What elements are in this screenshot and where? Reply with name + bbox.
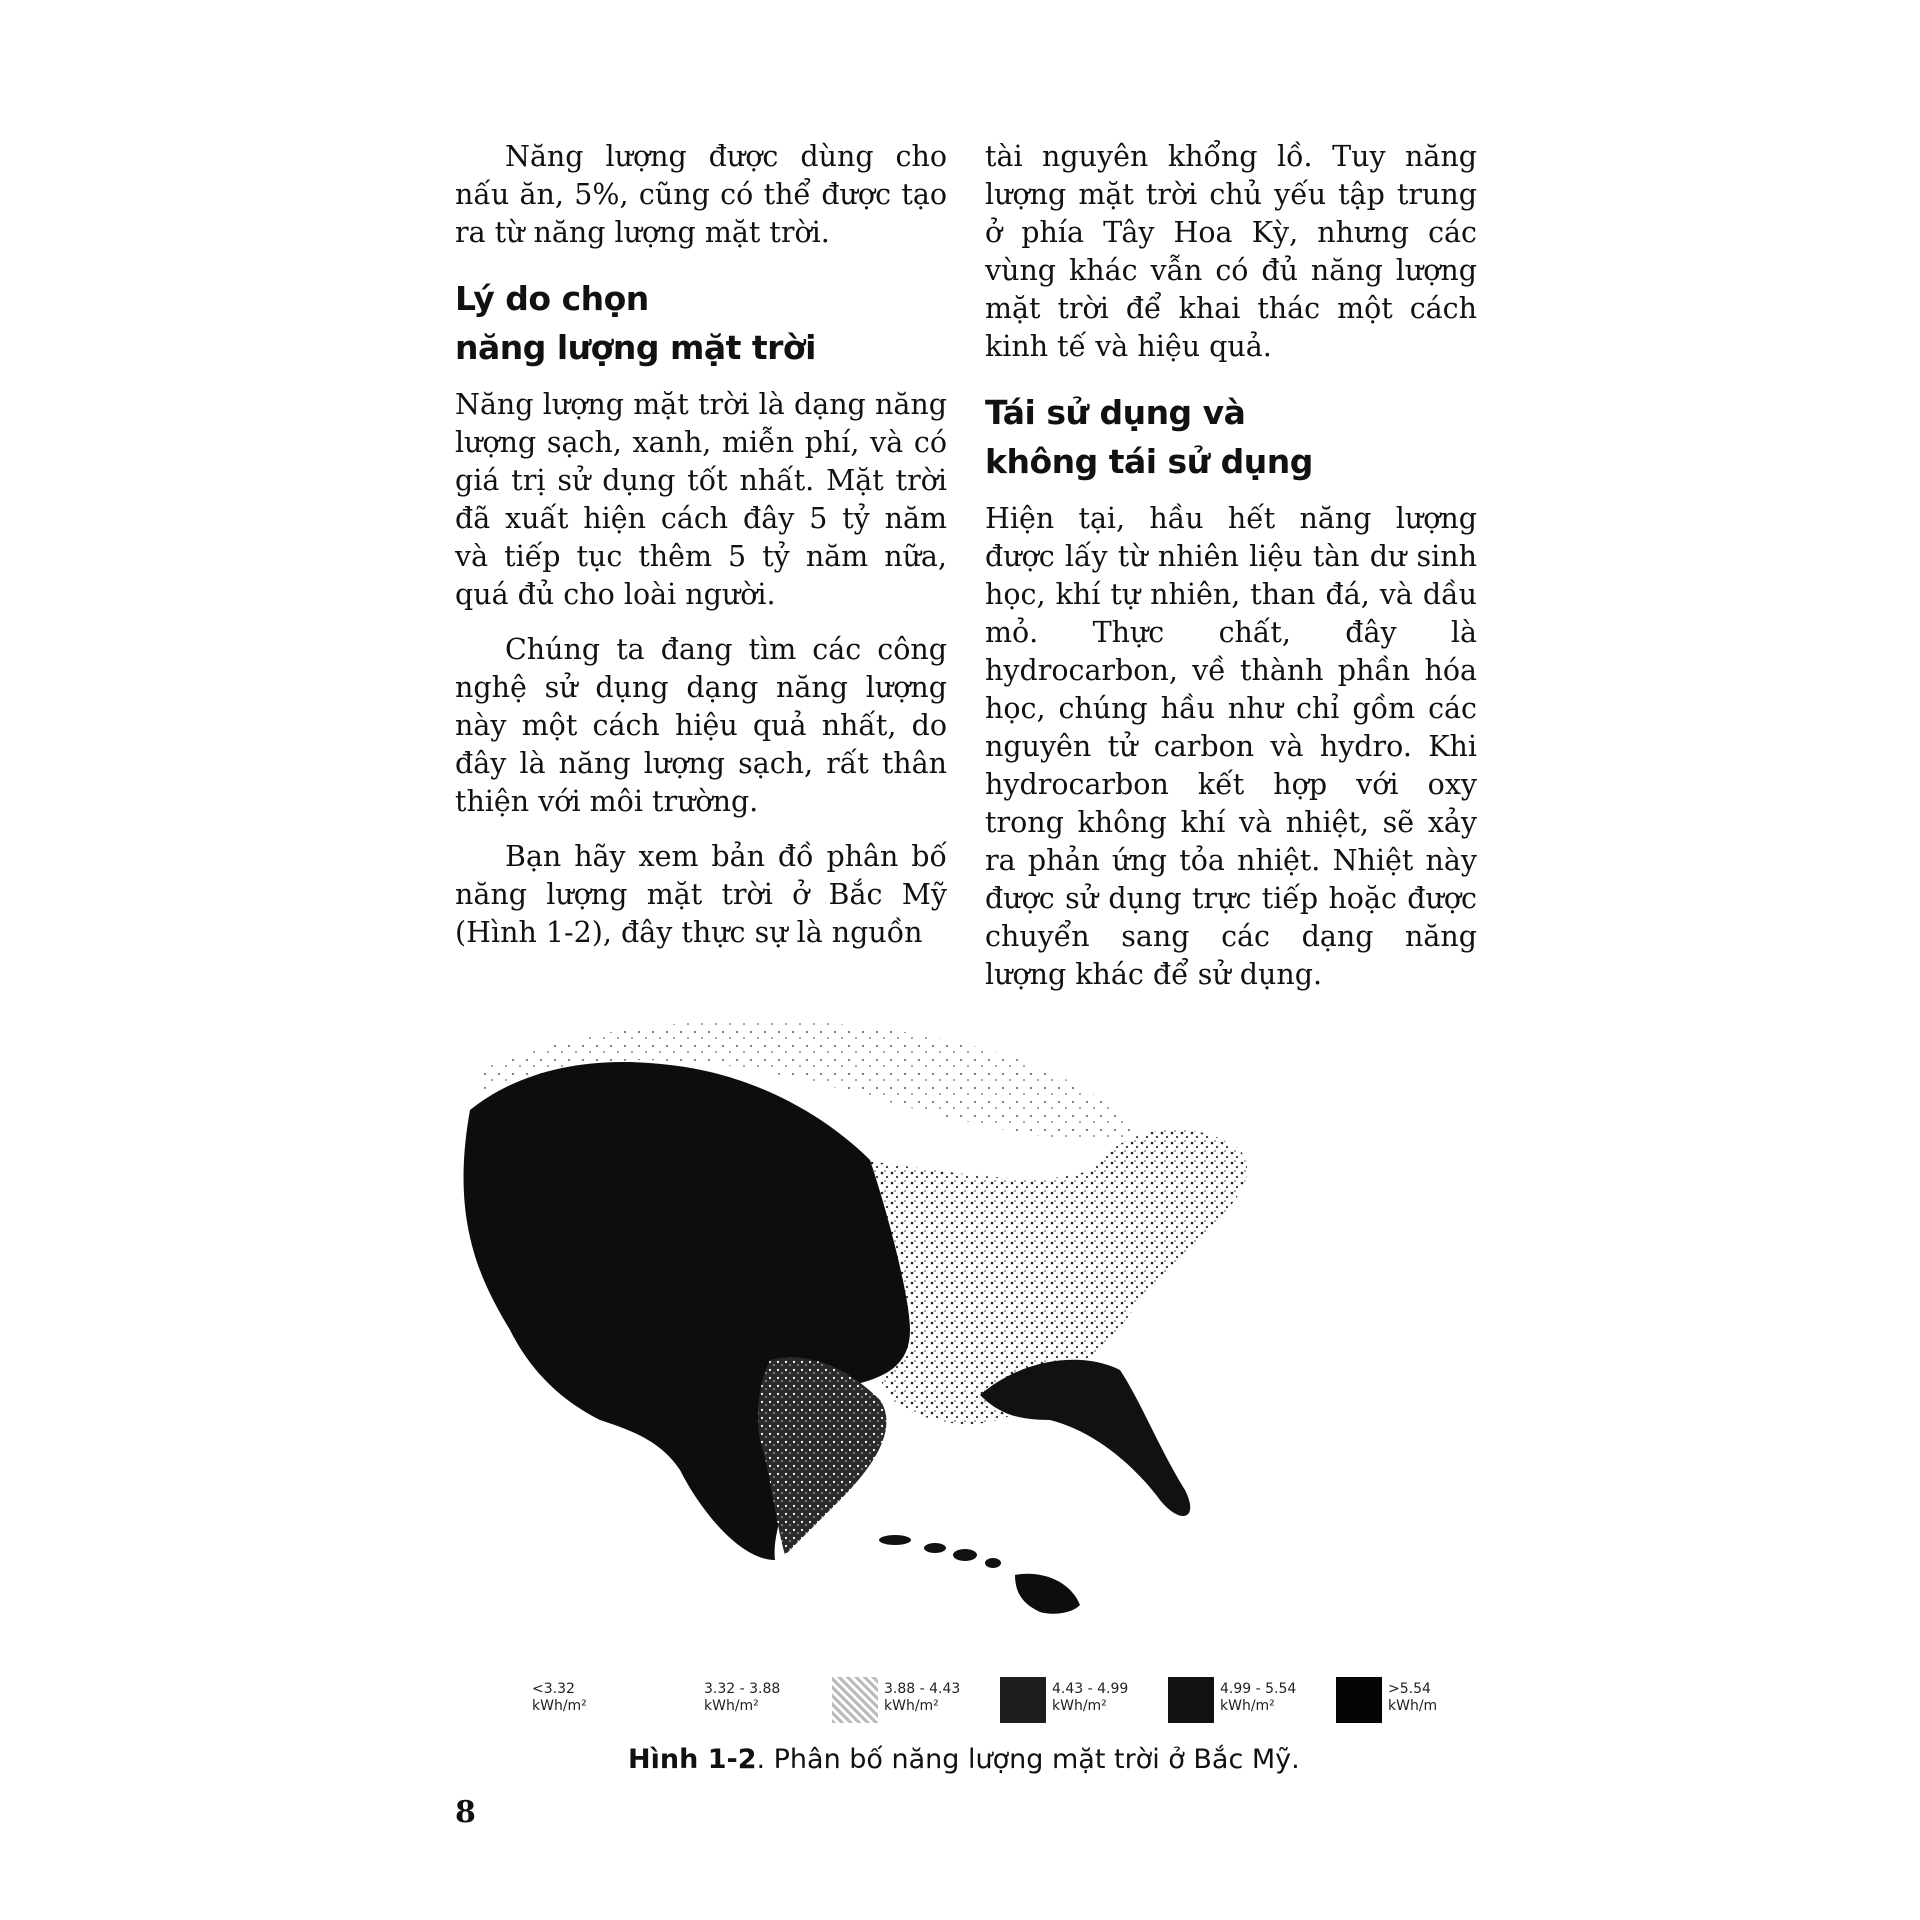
paragraph-technology: Chúng ta đang tìm các công nghệ sử dụng dạng năng lượng này một cách hiệu quả nhất, do đây là năng lượng sạch, rất thân thiện với môi trường. xyxy=(455,633,947,818)
legend-range-2: 3.32 - 3.88 xyxy=(704,1681,781,1697)
page-number: 8 xyxy=(455,1795,476,1830)
legend-unit-6: kWh/m xyxy=(1388,1698,1438,1714)
paragraph-see-map: Bạn hãy xem bản đồ phân bố năng lượng mặt trời ở Bắc Mỹ (Hình 1-2), đây thực sự là nguồn xyxy=(455,840,947,949)
heading-why-solar-line1: Lý do chọn xyxy=(455,279,649,318)
legend-item-2-text xyxy=(704,1681,780,1715)
legend-swatch-5 xyxy=(1168,1677,1214,1723)
map-hawaii-island-small-2 xyxy=(924,1543,946,1553)
figure-caption-text: . Phân bố năng lượng mặt trời ở Bắc Mỹ. xyxy=(756,1744,1300,1775)
right-column xyxy=(985,138,1477,1011)
heading-renewable-line2: không tái sử dụng xyxy=(985,442,1313,481)
map-legend xyxy=(528,1675,1478,1735)
legend-range-3: 3.88 - 4.43 xyxy=(884,1681,961,1697)
legend-unit-1: kWh/m² xyxy=(532,1698,587,1714)
figure-caption-label: Hình 1-2 xyxy=(628,1744,757,1775)
heading-why-solar-line2: năng lượng mặt trời xyxy=(455,328,816,367)
us-solar-map xyxy=(440,1000,1480,1620)
legend-range-4: 4.43 - 4.99 xyxy=(1052,1681,1129,1697)
paragraph-hydrocarbon: Hiện tại, hầu hết năng lượng được lấy từ nhiên liệu tàn dư sinh học, khí tự nhiên, than đá, và dầu mỏ. Thực chất, đây là hydrocarbon, về thành phần hóa học, chúng hầu như chỉ gồm các nguyên tử carbon và hydro. Khi hydrocarbon kết hợp với oxy trong không khí và nhiệt, sẽ xảy ra phản ứng tỏa nhiệt. Nhiệt này được sử dụng trực tiếp hoặc được chuyển sang các dạng năng lượng khác để sử dụng. xyxy=(985,502,1477,991)
paragraph-huge-resource: tài nguyên khổng lồ. Tuy năng lượng mặt trời chủ yếu tập trung ở phía Tây Hoa Kỳ, nhưng các vùng khác vẫn có đủ năng lượng mặt trời để khai thác một cách kinh tế và hiệu quả. xyxy=(985,140,1477,363)
legend-swatch-4 xyxy=(1000,1677,1046,1723)
figure-caption xyxy=(628,1744,1300,1775)
paragraph-solar-clean: Năng lượng mặt trời là dạng năng lượng sạch, xanh, miễn phí, và có giá trị sử dụng tốt nhất. Mặt trời đã xuất hiện cách đây 5 tỷ năm và tiếp tục thêm 5 tỷ năm nữa, quá đủ cho loài người. xyxy=(455,388,947,611)
paragraph-cooking-energy: Năng lượng được dùng cho nấu ăn, 5%, cũng có thể được tạo ra từ năng lượng mặt trời. xyxy=(455,140,947,249)
solar-map-figure xyxy=(440,1000,1480,1620)
legend-unit-5: kWh/m² xyxy=(1220,1698,1275,1714)
map-region-southeast-high xyxy=(980,1360,1190,1516)
map-hawaii-big-island xyxy=(1015,1574,1080,1614)
legend-swatch-6 xyxy=(1336,1677,1382,1723)
heading-renewable xyxy=(985,388,1477,486)
map-hawaii-island-small-1 xyxy=(879,1535,911,1545)
legend-item-3-text xyxy=(884,1681,960,1715)
legend-unit-2: kWh/m² xyxy=(704,1698,759,1714)
legend-item-5-text xyxy=(1220,1681,1296,1715)
legend-item-1-text xyxy=(532,1681,587,1715)
map-hawaii-island-small-4 xyxy=(985,1558,1001,1568)
map-hawaii-island-small-3 xyxy=(953,1549,977,1561)
left-column xyxy=(455,138,947,969)
legend-range-6: >5.54 xyxy=(1388,1681,1431,1697)
legend-range-1: <3.32 xyxy=(532,1681,575,1697)
legend-range-5: 4.99 - 5.54 xyxy=(1220,1681,1297,1697)
heading-renewable-line1: Tái sử dụng và xyxy=(985,393,1246,432)
legend-item-4-text xyxy=(1052,1681,1128,1715)
legend-item-6-text xyxy=(1388,1681,1437,1715)
legend-unit-3: kWh/m² xyxy=(884,1698,939,1714)
legend-unit-4: kWh/m² xyxy=(1052,1698,1107,1714)
legend-swatch-3 xyxy=(832,1677,878,1723)
heading-why-solar xyxy=(455,274,947,372)
